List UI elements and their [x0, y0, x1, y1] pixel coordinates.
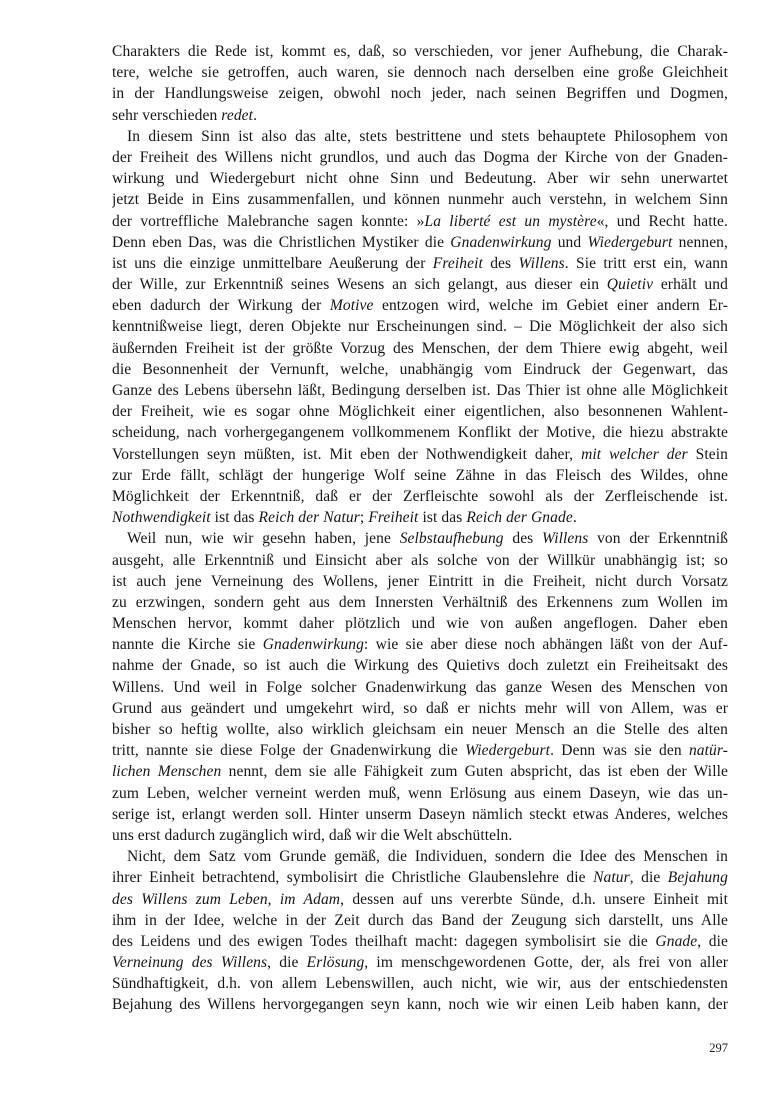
text-line: Willens. Und weil in Folge solcher Gnadenwirkung das ganze Wesen des Menschen von [112, 678, 728, 696]
text-line: eben dadurch der Wirkung der Motive entzogen wird, welche im Gebiet einer andern Er- [112, 297, 728, 315]
text-line: ist auch jene Verneinung des Wollens, jener Eintritt in die Freiheit, nicht durch Vorsatz [112, 572, 728, 590]
text-line: Bejahung des Willens hervorgegangen seyn kann, noch wie wir einen Leib haben kann, der [112, 996, 728, 1014]
text-line: ist uns die einzige unmittelbare Aeußerung der Freiheit des Willens. Sie tritt erst ein, wann [112, 254, 728, 272]
text-line: der Wille, zur Erkenntniß seines Wesens an sich gelangt, aus dieser ein Quietiv erhält und [112, 276, 728, 294]
text-line: wirkung und Wiedergeburt nicht ohne Sinn und Bedeutung. Aber wir sehn unerwartet [112, 170, 728, 188]
text-line: nannte die Kirche sie Gnadenwirkung: wie sie aber diese noch abhängen läßt von der Auf- [112, 636, 728, 654]
body-text [112, 41, 728, 1016]
text-line: serige ist, erlangt werden soll. Hinter unserm Daseyn nämlich steckt etwas Anderes, welches [112, 805, 728, 823]
text-line: des Leidens und des ewigen Todes theilhaft macht: dagegen symbolisirt sie die Gnade, die [112, 932, 728, 950]
text-line: ihrer Einheit betrachtend, symbolisirt die Christliche Glaubenslehre die Natur, die Bejahung [112, 869, 728, 887]
text-line: Verneinung des Willens, die Erlösung, im menschgewordenen Gotte, der, als frei von aller [112, 954, 728, 972]
text-line: sehr verschieden redet. [112, 106, 258, 124]
text-line: Ganze des Lebens übersehn läßt, Bedingung derselben ist. Das Thier ist ohne alle Möglichkeit [112, 382, 728, 399]
text-line: Charakters die Rede ist, kommt es, daß, so verschieden, vor jener Aufhebung, die Charak- [112, 43, 728, 60]
text-line: Nicht, dem Satz vom Grunde gemäß, die Individuen, sondern die Idee des Menschen in [127, 848, 728, 866]
text-line: kenntnißweise liegt, deren Objekte nur Erscheinungen sind. – Die Möglichkeit der also sich [112, 318, 728, 336]
text-line: in der Handlungsweise zeigen, obwohl noch jeder, nach seinen Begriffen und Dogmen, [112, 85, 728, 103]
text-line: jetzt Beide in Eins zusammenfallen, und können nunmehr auch verstehn, in welchem Sinn [112, 191, 728, 209]
text-line: ihm in der Idee, welche in der Zeit durch das Band der Zeugung sich darstellt, uns Alle [112, 911, 728, 929]
text-line: der vortreffliche Malebranche sagen konnte: »La liberté est un mystère«, und Recht hatte. [112, 212, 728, 230]
text-line: der Freiheit des Willens nicht grundlos, und auch das Dogma der Kirche von der Gnaden- [112, 148, 728, 166]
text-line: tere, welche sie getroffen, auch waren, sie dennoch nach derselben eine große Gleichheit [112, 64, 728, 82]
text-line: nahme der Gnade, so ist auch die Wirkung des Quietivs doch zuletzt ein Freiheitsakt des [112, 657, 728, 675]
text-line: zur Erde fällt, schlägt der hungerige Wolf seine Zähne in das Fleisch des Wildes, ohne [112, 466, 728, 484]
text-line: der Freiheit, wie es sogar ohne Möglichkeit einer eigentlichen, also besonnenen Wahlent- [112, 403, 728, 421]
text-line: des Willens zum Leben, im Adam, dessen auf uns vererbte Sünde, d.h. unsere Einheit mit [112, 890, 728, 908]
text-line: Grund aus geändert und umgekehrt wird, so daß er nichts mehr will von Allem, was er [112, 699, 728, 717]
page-number: 297 [709, 1041, 728, 1055]
text-line: uns erst dadurch zugänglich wird, daß wir die Welt abschütteln. [112, 826, 513, 844]
text-line: Sündhaftigkeit, d.h. von allem Lebenswillen, auch nicht, wie wir, aus der entschiedensten [112, 975, 728, 993]
text-line: äußernden Freiheit ist der größte Vorzug des Menschen, der dem Thiere ewig abgeht, weil [112, 339, 728, 357]
text-line: lichen Menschen nennt, dem sie alle Fähigkeit zum Guten abspricht, das ist eben der Wille [112, 763, 728, 781]
text-line: zum Leben, welcher verneint werden muß, wenn Erlösung aus einem Daseyn, wie das un- [112, 784, 728, 802]
text-line: ausgeht, alle Erkenntniß und Einsicht aber als solche von der Willkür unabhängig ist; so [112, 551, 728, 569]
text-line: Weil nun, wie wir gesehn haben, jene Selbstaufhebung des Willens von der Erkenntniß [127, 530, 728, 548]
text-line: Denn eben Das, was die Christlichen Mystiker die Gnadenwirkung und Wiedergeburt nennen, [112, 233, 728, 251]
text-line: tritt, nannte sie diese Folge der Gnadenwirkung die Wiedergeburt. Denn was sie den natür- [112, 742, 728, 760]
text-line: die Besonnenheit der Vernunft, welche, unabhängig vom Eindruck der Gegenwart, das [112, 360, 728, 378]
text-line: Nothwendigkeit ist das Reich der Natur; Freiheit ist das Reich der Gnade. [112, 509, 577, 527]
text-line: zu erzwingen, sondern geht aus dem Innersten Verhältniß des Erkennens zum Wollen im [112, 593, 728, 611]
text-line: In diesem Sinn ist also das alte, stets bestrittene und stets behauptete Philosophem von [127, 127, 728, 145]
text-line: scheidung, nach vorhergegangenem vollkommenem Konflikt der Motive, die hiezu abstrakte [112, 424, 728, 442]
text-line: Möglichkeit der Erkenntniß, daß er der Zerfleischte sowohl als der Zerfleischende ist. [112, 487, 728, 505]
text-line: Vorstellungen seyn müßten, ist. Mit eben der Nothwendigkeit daher, mit welcher der Stein [112, 445, 728, 463]
text-line: bisher so heftig wollte, also wirklich gleichsam ein neuer Mensch an die Stelle des alten [112, 721, 728, 738]
text-line: Menschen hervor, kommt daher plötzlich und wie von außen angeflogen. Daher eben [112, 615, 728, 633]
